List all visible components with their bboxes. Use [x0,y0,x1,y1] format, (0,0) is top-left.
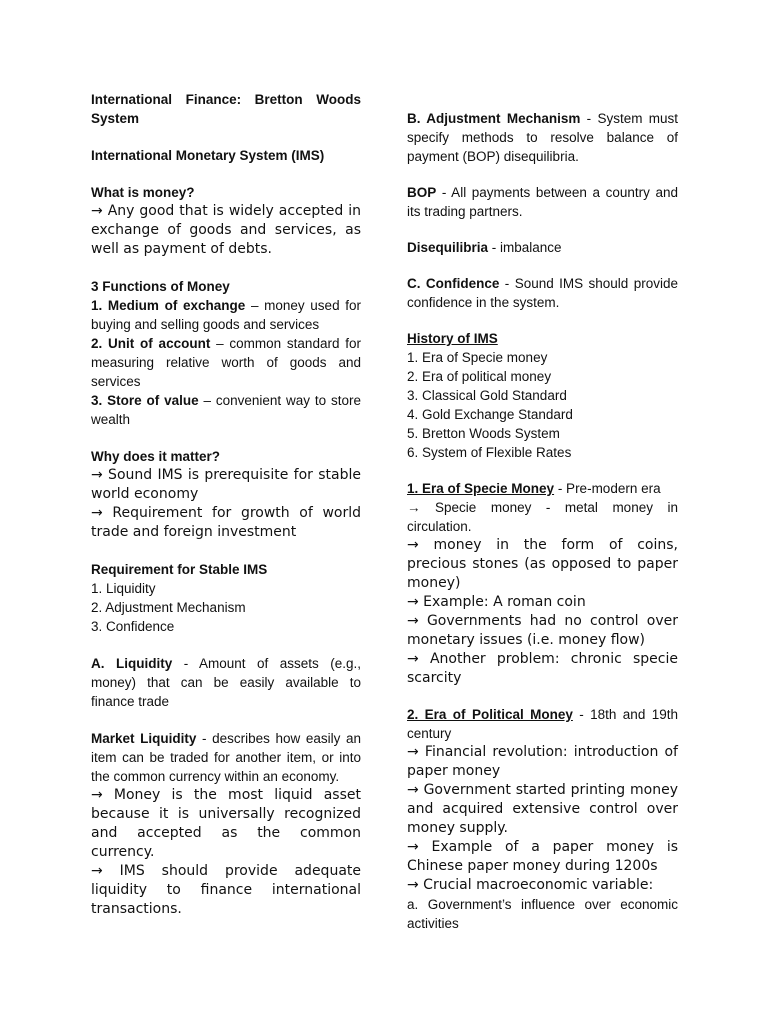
specie-point-2: → money in the form of coins, precious stones (as opposed to paper money) [407,537,678,591]
right-column [407,109,678,933]
liquidity-definition [91,654,361,711]
disequilibria-label: Disequilibria [407,240,489,255]
political-subpoint-a: a. Government’s influence over economic activities [407,897,678,931]
requirements-heading: Requirement for Stable IMS [91,562,268,577]
document-title: International Finance: Bretton Woods System [91,92,361,126]
what-money-heading: What is money? [91,185,195,200]
function-3 [91,391,361,429]
requirement-item: 2. Adjustment Mechanism [91,600,246,615]
disequilibria-definition [407,238,678,257]
market-liquidity-text: - describes how easily an item can be traded for another item, or into the common currency within an economy. [91,731,361,784]
specie-heading [407,479,678,498]
adjustment-definition [407,109,678,166]
political-point-3: → Example of a paper money is Chinese paper money during 1200s [407,839,678,874]
confidence-text: - Sound IMS should provide confidence in the system. [407,276,678,310]
functions-heading: 3 Functions of Money [91,279,230,294]
left-column [91,90,361,919]
specie-label: 1. Era of Specie Money [407,481,555,496]
bop-text: - All payments between a country and its trading partners. [407,185,678,219]
function-1-label: 1. Medium of exchange [91,298,246,313]
function-2-text: – common standard for measuring relative worth of goods and services [91,336,361,389]
function-3-label: 3. Store of value [91,393,199,408]
political-point-4: → Crucial macroeconomic variable: [407,877,654,893]
market-liquidity-point-1: → Money is the most liquid asset because it is universally recognized and accepted as the common currency. [91,787,361,860]
market-liquidity-definition [91,729,361,786]
specie-text: - Pre-modern era [554,481,661,496]
bop-label: BOP [407,185,437,200]
specie-point-5: → Another problem: chronic specie scarcity [407,651,678,686]
why-point-2: → Requirement for growth of world trade and foreign investment [91,505,361,540]
function-1 [91,296,361,334]
requirement-item: 3. Confidence [91,619,175,634]
liquidity-text: - Amount of assets (e.g., money) that can be easily available to finance trade [91,656,361,709]
adjustment-label: B. Adjustment Mechanism [407,111,581,126]
confidence-label: C. Confidence [407,276,500,291]
function-3-text: – convenient way to store wealth [91,393,361,427]
political-heading [407,705,678,743]
political-point-2: → Government started printing money and acquired extensive control over money supply. [407,782,678,836]
specie-point-3: → Example: A roman coin [407,594,586,610]
function-2 [91,334,361,391]
adjustment-text: - System must specify methods to resolve balance of payment (BOP) disequilibria. [407,111,678,164]
bop-definition [407,183,678,221]
specie-point-1: → Specie money - metal money in circulation. [407,500,678,534]
why-point-1: → Sound IMS is prerequisite for stable world economy [91,467,361,502]
history-item: 6. System of Flexible Rates [407,445,572,460]
market-liquidity-point-2: → IMS should provide adequate liquidity to finance international transactions. [91,863,361,917]
function-1-text: – money used for buying and selling goods and services [91,298,361,332]
requirement-item: 1. Liquidity [91,581,156,596]
confidence-definition [407,274,678,312]
history-item: 1. Era of Specie money [407,350,548,365]
function-2-label: 2. Unit of account [91,336,211,351]
liquidity-label: A. Liquidity [91,656,173,671]
what-money-text: → Any good that is widely accepted in exchange of goods and services, as well as payment of debts. [91,203,361,257]
history-heading: History of IMS [407,331,498,346]
specie-point-4: → Governments had no control over monetary issues (i.e. money flow) [407,613,678,648]
disequilibria-text: - imbalance [488,240,562,255]
history-item: 3. Classical Gold Standard [407,388,567,403]
why-heading: Why does it matter? [91,449,221,464]
political-text: - 18th and 19th century [407,707,678,741]
history-item: 5. Bretton Woods System [407,426,560,441]
political-point-1: → Financial revolution: introduction of paper money [407,744,678,779]
political-label: 2. Era of Political Money [407,707,573,722]
history-item: 2. Era of political money [407,369,552,384]
market-liquidity-label: Market Liquidity [91,731,197,746]
ims-heading: International Monetary System (IMS) [91,148,325,163]
history-item: 4. Gold Exchange Standard [407,407,573,422]
